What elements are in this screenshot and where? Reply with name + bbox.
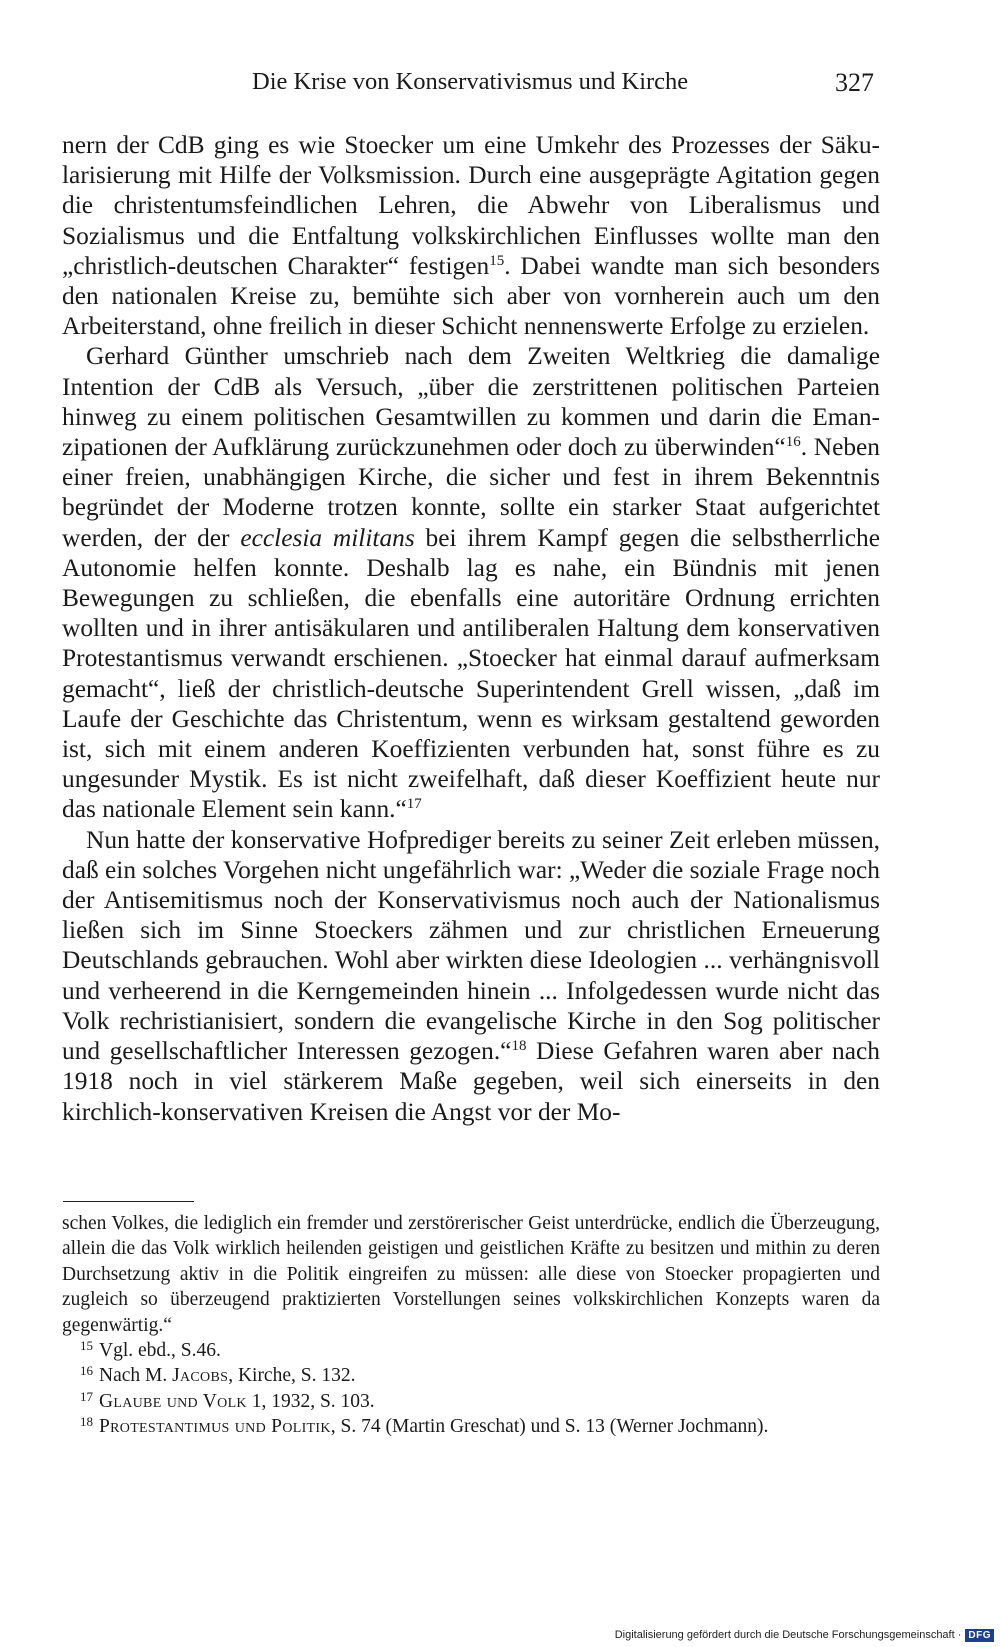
footnote-divider (63, 1201, 194, 1202)
footnote-continuation: schen Volkes, die lediglich ein fremder und zerstörerischer Geist unterdrücke, endlich die Überzeugung, allein die das Volk wirklich heilenden geistigen und geistlichen Kräfte zu besitzen und mithin zu deren Durchsetzung aktiv in die Politik eingreifen zu müssen: alle diese von Stoecker propagierten und zugleich so überzeugend praktizierten Vorstellungen seines volkskirchlichen Konzepts waren da gegenwärtig.“ (62, 1213, 880, 1336)
footnote-number: 18 (80, 1414, 93, 1430)
footnote-number: 17 (80, 1388, 93, 1404)
paragraph-1-text-a: nern der CdB ging es wie Stoecker um eine Umkehr des Prozesses der Säkularisierung mit Hilfe der Volksmission. Durch eine ausgeprägte Agitation gegen die christentumsfeindlichen Lehren, die Abwehr von Liberalismus und Sozialismus und die Entfaltung volkskirchlichen Einflusses wollte man den „christlich-deutschen Charakter“ festigen (62, 131, 880, 280)
paragraph-2-text-a: Gerhard Günther umschrieb nach dem Zweiten Weltkrieg die damalige Intention der CdB als Versuch, „über die zerstrittenen politischen Parteien hinweg zu einem politischen Gesamtwillen zu kommen und darin die Emanzipationen der Aufklärung zurückzunehmen oder doch zu überwinden“ (62, 342, 880, 462)
footnote-18 (62, 1414, 880, 1439)
footnote-ref-18: 18 (511, 1038, 527, 1055)
paragraph-2-text-b: . Neben einer freien, unabhängigen Kirche, die sicher und fest in ihrem Bekenntnis begründet der Moderne trotzen konnte, sollte ein starker Staat aufgerichtet werden, der der (62, 433, 880, 552)
footnote-17 (62, 1389, 880, 1414)
footnote-ref-15: 15 (489, 252, 505, 269)
footnote-text: , Kirche, S. 132. (228, 1365, 356, 1387)
footnote-number: 15 (80, 1338, 93, 1354)
footnote-source: Glaube und Volk (99, 1390, 247, 1412)
paragraph-1-text-b: . Dabei wandte man sich besonders den nationalen Kreise zu, bemühte sich aber von vornherein auch um den Arbeiterstand, ohne freilich in dieser Schicht nennenswerte Erfolge zu erzielen. (62, 251, 880, 341)
paragraph-3 (62, 825, 880, 1127)
footnote-number: 16 (80, 1363, 93, 1379)
footnote-text: , S. 74 (Martin Greschat) und S. 13 (Werner Jochmann). (330, 1416, 769, 1438)
footnote-text: 1, 1932, S. 103. (246, 1390, 375, 1412)
credit-text: Digitalisierung gefördert durch die Deutsche Forschungsgemeinschaft · (614, 1629, 962, 1641)
italic-term: ecclesia militans (240, 523, 415, 552)
footnote-ref-16: 16 (785, 434, 801, 451)
paragraph-1 (62, 130, 880, 341)
running-head: Die Krise von Konservativismus und Kirche (252, 68, 689, 95)
footnote-text: Nach M. (99, 1365, 173, 1387)
footnote-text: Vgl. ebd., S.46. (99, 1340, 221, 1362)
footnotes (62, 1211, 880, 1440)
paragraph-2-text-c: bei ihrem Kampf gegen die selbstherrliche Autonomie helfen konnte. Deshalb lag es nahe, ein Bündnis mit jenen Bewegungen zu schließen, die ebenfalls eine autoritäre Ordnung errichten wollten und in ihrer antisäkularen und antiliberalen Haltung dem konservativen Protestantismus verwandt erschienen. „Stoecker hat einmal darauf aufmerksam gemacht“, ließ der christlich-deutsche Superintendent Grell wissen, „daß im Laufe der Geschichte das Christentum, wenn es wirksam gestaltend geworden ist, sich mit einem anderen Koeffizienten verbunden hat, sonst führe es zu ungesunder Mystik. Es ist nicht zweifelhaft, daß dieser Koeffizient heute nur das nationale Element sein kann.“ (62, 523, 881, 824)
page-number: 327 (835, 68, 874, 97)
footnote-ref-17: 17 (406, 796, 422, 813)
footnote-source: Protestantimus und Politik (99, 1416, 331, 1438)
main-text (62, 130, 880, 1127)
page-header (62, 68, 880, 104)
footnote-author: Jacobs (172, 1365, 229, 1387)
digitization-credit (615, 1627, 994, 1643)
paragraph-3-text-a: Nun hatte der konservative Hofprediger bereits zu seiner Zeit erleben müssen, daß ein solches Vorgehen nicht ungefährlich war: „Weder die soziale Frage noch der Antisemitismus noch der Konservativismus noch auch der Nationalismus ließen sich im Sinne Stoeckers zähmen und zur christlichen Erneuerung Deutschlands gebrauchen. Wohl aber wirkten diese Ideologien ... verhängnisvoll und verheerend in die Kerngemeinden hinein ... Infolgedessen wurde nicht das Volk rechristianisiert, sondern die evangelische Kirche in den Sog politischer und gesellschaftlicher Interessen gezogen.“ (62, 825, 880, 1066)
paragraph-2 (62, 341, 880, 824)
footnote-15 (62, 1338, 880, 1363)
footnote-16 (62, 1363, 880, 1388)
paragraph-3-text-b: Diese Gefahren waren aber nach 1918 noch in viel stärkerem Maße gegeben, weil sich einerseits in den kirchlich-konservativen Kreisen die Angst vor der Mo- (62, 1037, 880, 1126)
dfg-logo-icon: DFG (965, 1629, 994, 1642)
